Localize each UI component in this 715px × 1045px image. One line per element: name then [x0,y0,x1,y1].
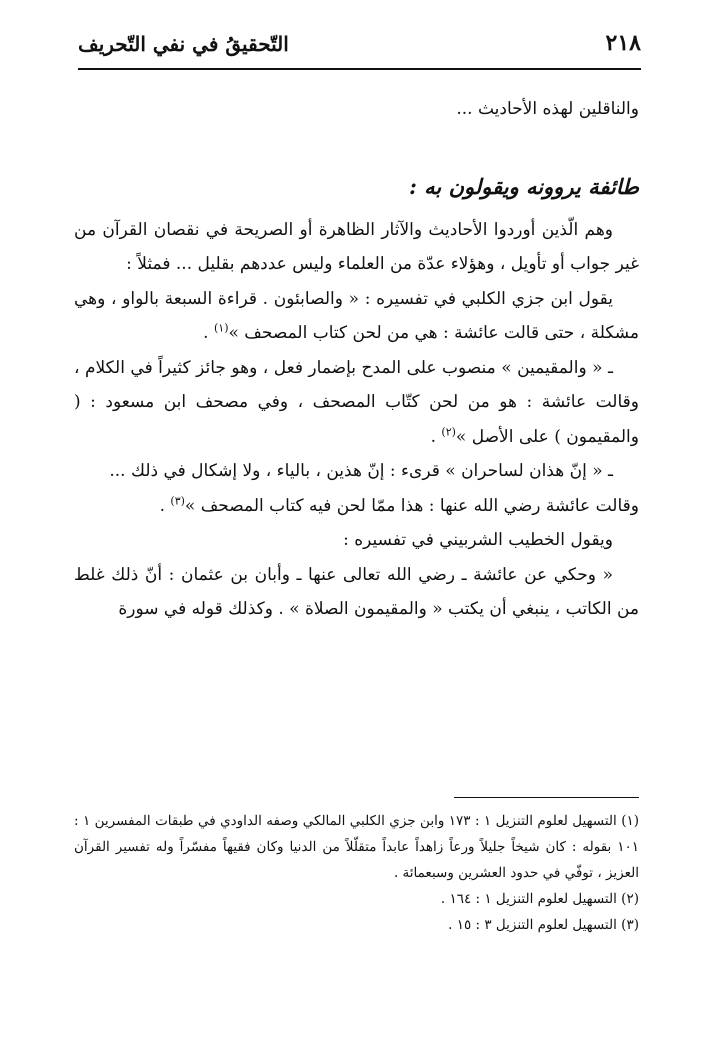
paragraph-4b: وقالت عائشة رضي الله عنها : هذا ممّا لحن فيه كتاب المصحف »$^{(٣)}$ . [159,493,639,516]
footnote-3 [74,912,639,938]
footnote-divider [454,797,639,798]
paragraph-5: ويقول الخطيب الشربيني في تفسيره : [343,530,613,550]
footnote-ref-3: (٣) [170,493,185,507]
footnote-3-text: التسهيل لعلوم التنزيل ٣ : ١٥ . [448,917,617,933]
footnote-3-number: (٣) [621,917,639,933]
page-header [78,28,641,70]
paragraph-2-text: يقول ابن جزي الكلبي في تفسيره : « والصابئون . قراءة السبعة بالواو ، وهي مشكلة ، حتى قالت عائشة : هي من لحن كتاب المصحف » [74,288,639,343]
footnote-2-text: التسهيل لعلوم التنزيل ١ : ١٦٤ . [440,891,617,907]
paragraph-6: « وحكي عن عائشة ـ رضي الله تعالى عنها ـ وأبان بن عثمان : أنّ ذلك غلط من الكاتب ، ينبغي أن يكتب « والمقيمون الصلاة » . وكذلك قوله في سورة [74,564,639,619]
paragraph-1: وهم الّذين أوردوا الأحاديث والآثار الظاهرة أو الصريحة في نقصان القرآن من غير جواب أو تأويل ، وهؤلاء عدّة من العلماء وليس عددهم بقليل ... فمثلاً : [74,219,639,274]
intro-line: والناقلين لهذه الأحاديث ... [456,99,639,119]
paragraph-3: ـ « والمقيمين » منصوب على المدح بإضمار فعل ، وهو جائز كثيراً في الكلام ، وقالت عائشة : هو من لحن كتّاب المصحف ، وفي مصحف ابن مسعود : ( والمقيمون ) على الأصل »$^{(٢)}$ . [74,357,639,447]
section-gap [74,127,639,167]
paragraph-4b-text: وقالت عائشة رضي الله عنها : هذا ممّا لحن فيه كتاب المصحف » [184,495,639,516]
footnote-ref-1: (١) [213,321,229,335]
running-title: التّحقيقُ في نفي التّحريف [78,32,289,56]
page-number: ٢١٨ [605,30,641,56]
footnotes [74,808,639,938]
footnote-ref-2: (٢) [441,424,456,438]
paragraph-2: يقول ابن جزي الكلبي في تفسيره : « والصابئون . قراءة السبعة بالواو ، وهي مشكلة ، حتى قالت عائشة : هي من لحن كتاب المصحف »$^{(١)}$ . [74,288,639,343]
footnote-1-number: (١) [621,813,640,829]
paragraph-4a: ـ « إنّ هذان لساحران » قرىء : إنّ هذين ، بالياء ، ولا إشكال في ذلك ... [109,461,613,481]
footnote-2-number: (٢) [621,891,639,907]
footnote-2 [74,886,639,912]
paragraph-3-text: ـ « والمقيمين » منصوب على المدح بإضمار فعل ، وهو جائز كثيراً في الكلام ، وقالت عائشة : هو من لحن كتّاب المصحف ، وفي مصحف ابن مسعود : ( والمقيمون ) على الأصل » [74,357,639,447]
section-heading: طائفة يروونه ويقولون به : [409,173,639,199]
main-text [74,92,639,627]
footnote-1 [74,808,639,886]
footnote-1-text: التسهيل لعلوم التنزيل ١ : ١٧٣ وابن جزي الكلبي المالكي وصفه الداودي في طبقات المفسرين ١ : ١٠١ بقوله : كان شيخاً جليلاً ورعاً زاهداً عابداً متقلّلاً من الدنيا وكان فقيهاً مفسّراً وله تفسير القرآن العزيز ، توفّي في حدود العشرين وسبعمائة . [74,813,639,881]
